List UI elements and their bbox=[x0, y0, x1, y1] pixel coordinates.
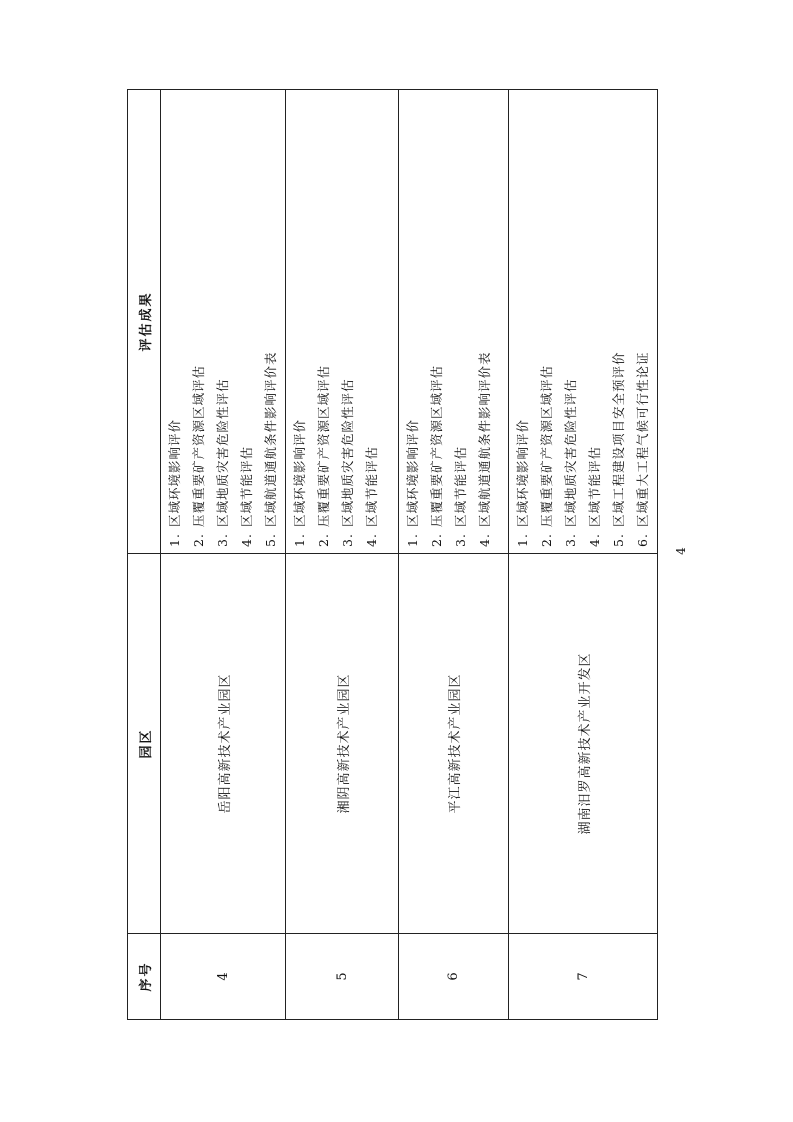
table-row bbox=[286, 90, 399, 1020]
item-text: 压覆重要矿产资源区域评估 bbox=[316, 364, 331, 527]
item-text: 压覆重要矿产资源区域评估 bbox=[539, 364, 554, 527]
list-item bbox=[473, 90, 497, 547]
list-item bbox=[535, 90, 559, 547]
row-park-name: 湘阴高新技术产业园区 bbox=[286, 554, 399, 934]
row-results bbox=[509, 90, 658, 554]
rotated-page-content bbox=[127, 90, 650, 1020]
item-text: 区域工程建设项目安全预评价 bbox=[611, 351, 626, 527]
item-text: 区域节能评估 bbox=[239, 445, 254, 527]
row-seq: 6 bbox=[399, 934, 509, 1020]
item-number: 3. bbox=[215, 533, 230, 547]
item-number: 4. bbox=[364, 533, 379, 547]
item-text: 压覆重要矿产资源区域评估 bbox=[429, 364, 444, 527]
results-list bbox=[288, 90, 384, 547]
evaluation-table bbox=[127, 89, 658, 1020]
header-seq: 序号 bbox=[128, 934, 161, 1020]
list-item bbox=[511, 90, 535, 547]
item-number: 3. bbox=[453, 533, 468, 547]
list-item bbox=[235, 90, 259, 547]
item-number: 4. bbox=[239, 533, 254, 547]
item-text: 区域地质灾害危险性评估 bbox=[563, 378, 578, 527]
list-item bbox=[360, 90, 384, 547]
item-number: 1. bbox=[292, 533, 307, 547]
header-results: 评估成果 bbox=[128, 90, 161, 554]
table-row bbox=[399, 90, 509, 1020]
row-results bbox=[399, 90, 509, 554]
item-number: 1. bbox=[515, 533, 530, 547]
header-row bbox=[128, 90, 161, 1020]
list-item bbox=[401, 90, 425, 547]
row-park-name: 平江高新技术产业园区 bbox=[399, 554, 509, 934]
item-number: 1. bbox=[405, 533, 420, 547]
item-number: 3. bbox=[563, 533, 578, 547]
row-park-name: 湖南汨罗高新技术产业开发区 bbox=[509, 554, 658, 934]
table-row bbox=[509, 90, 658, 1020]
list-item bbox=[425, 90, 449, 547]
list-item bbox=[631, 90, 655, 547]
row-seq: 7 bbox=[509, 934, 658, 1020]
row-seq: 5 bbox=[286, 934, 399, 1020]
item-text: 区域环境影响评价 bbox=[515, 418, 530, 527]
list-item bbox=[187, 90, 211, 547]
item-text: 区域地质灾害危险性评估 bbox=[340, 378, 355, 527]
item-number: 5. bbox=[611, 533, 626, 547]
item-number: 6. bbox=[635, 533, 650, 547]
list-item bbox=[336, 90, 360, 547]
header-park: 园区 bbox=[128, 554, 161, 934]
results-list bbox=[401, 90, 497, 547]
item-text: 区域节能评估 bbox=[453, 445, 468, 527]
item-text: 区域环境影响评价 bbox=[405, 418, 420, 527]
item-text: 区域环境影响评价 bbox=[292, 418, 307, 527]
row-results bbox=[161, 90, 286, 554]
list-item bbox=[312, 90, 336, 547]
results-list bbox=[163, 90, 283, 547]
row-park-name: 岳阳高新技术产业园区 bbox=[161, 554, 286, 934]
list-item bbox=[288, 90, 312, 547]
item-text: 区域重大工程气候可行性论证 bbox=[635, 351, 650, 527]
item-text: 区域地质灾害危险性评估 bbox=[215, 378, 230, 527]
page-number: 4 bbox=[673, 547, 688, 555]
item-text: 区域节能评估 bbox=[364, 445, 379, 527]
item-number: 3. bbox=[340, 533, 355, 547]
item-number: 5. bbox=[263, 533, 278, 547]
item-text: 压覆重要矿产资源区域评估 bbox=[191, 364, 206, 527]
list-item bbox=[211, 90, 235, 547]
item-text: 区域环境影响评价 bbox=[167, 418, 182, 527]
item-number: 2. bbox=[429, 533, 444, 547]
item-number: 2. bbox=[191, 533, 206, 547]
row-seq: 4 bbox=[161, 934, 286, 1020]
list-item bbox=[583, 90, 607, 547]
item-number: 2. bbox=[316, 533, 331, 547]
item-number: 4. bbox=[477, 533, 492, 547]
row-results bbox=[286, 90, 399, 554]
list-item bbox=[559, 90, 583, 547]
item-text: 区域航道通航条件影响评价表 bbox=[477, 351, 492, 527]
item-number: 1. bbox=[167, 533, 182, 547]
list-item bbox=[449, 90, 473, 547]
results-list bbox=[511, 90, 655, 547]
list-item bbox=[607, 90, 631, 547]
list-item bbox=[163, 90, 187, 547]
item-text: 区域航道通航条件影响评价表 bbox=[263, 351, 278, 527]
item-number: 2. bbox=[539, 533, 554, 547]
list-item bbox=[259, 90, 283, 547]
item-text: 区域节能评估 bbox=[587, 445, 602, 527]
item-number: 4. bbox=[587, 533, 602, 547]
table-row bbox=[161, 90, 286, 1020]
